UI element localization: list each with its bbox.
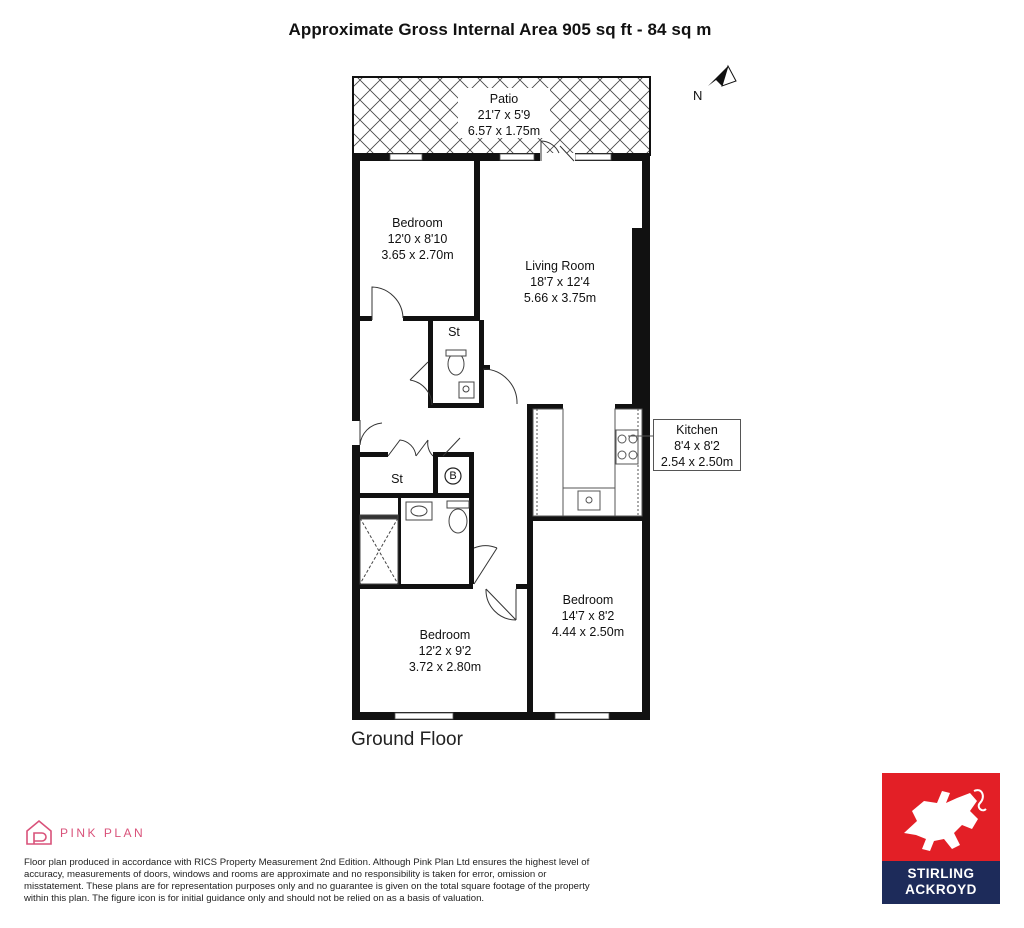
room-metric: 4.44 x 2.50m [551, 625, 625, 639]
brand-logo [882, 773, 1000, 904]
kitchen-callout [653, 419, 741, 471]
room-name: Patio [489, 92, 519, 106]
room-imperial: 14'7 x 8'2 [561, 609, 615, 623]
brand-navy-panel [882, 861, 1000, 904]
room-name: Bedroom [419, 628, 471, 642]
room-label-patio [458, 91, 550, 139]
room-imperial: 8'4 x 8'2 [674, 439, 720, 453]
room-name: Kitchen [676, 423, 718, 437]
north-arrow-icon [708, 66, 736, 86]
disclaimer-text: Floor plan produced in accordance with RICS Property Measurement 2nd Edition. Although Pink Plan Ltd ensures the highest level of accuracy, measurements of doors, windows and rooms are approximate and no responsibility is taken for error, omission or misstatement. These plans are for representation purposes only and no guarantee is given on the total square footage of the property within this plan. The figure icon is for initial guidance only and should not be relied on as a basis of valuation. [24, 857, 590, 904]
brand-line-2: ACKROYD [905, 882, 977, 897]
room-label-living-room [500, 258, 620, 306]
floor-name: Ground Floor [351, 729, 463, 750]
room-imperial: 18'7 x 12'4 [530, 275, 590, 289]
compass-label: N [693, 88, 703, 103]
bathroom-fixtures [360, 501, 469, 584]
pinkplan-logo-icon [24, 818, 54, 846]
room-label-bedroom-1 [365, 215, 470, 263]
room-metric: 3.72 x 2.80m [408, 660, 482, 674]
wc-fixtures [446, 350, 474, 398]
room-imperial: 12'0 x 8'10 [387, 232, 448, 246]
brand-red-panel [882, 773, 1000, 861]
kitchen-fixtures [533, 409, 642, 516]
room-metric: 2.54 x 2.50m [660, 455, 734, 469]
room-label-boiler: B [449, 470, 457, 482]
griffin-logo-icon [882, 773, 1000, 861]
room-label-store-1: St [448, 325, 460, 339]
brand-line-1: STIRLING [907, 866, 975, 881]
room-metric: 5.66 x 3.75m [523, 291, 597, 305]
pinkplan-name: PINK PLAN [60, 826, 146, 840]
plan-title: Approximate Gross Internal Area 905 sq ft - 84 sq m [288, 20, 712, 39]
room-label-bedroom-2 [538, 592, 638, 640]
room-label-kitchen [654, 420, 740, 470]
room-name: Bedroom [562, 593, 614, 607]
room-metric: 6.57 x 1.75m [467, 124, 541, 138]
room-imperial: 21'7 x 5'9 [477, 108, 531, 122]
room-name: Living Room [525, 259, 595, 273]
room-label-bedroom-3 [390, 627, 500, 675]
room-label-store-2: St [391, 472, 403, 486]
room-name: Bedroom [392, 216, 443, 230]
room-metric: 3.65 x 2.70m [381, 248, 454, 262]
room-imperial: 12'2 x 9'2 [418, 644, 472, 658]
